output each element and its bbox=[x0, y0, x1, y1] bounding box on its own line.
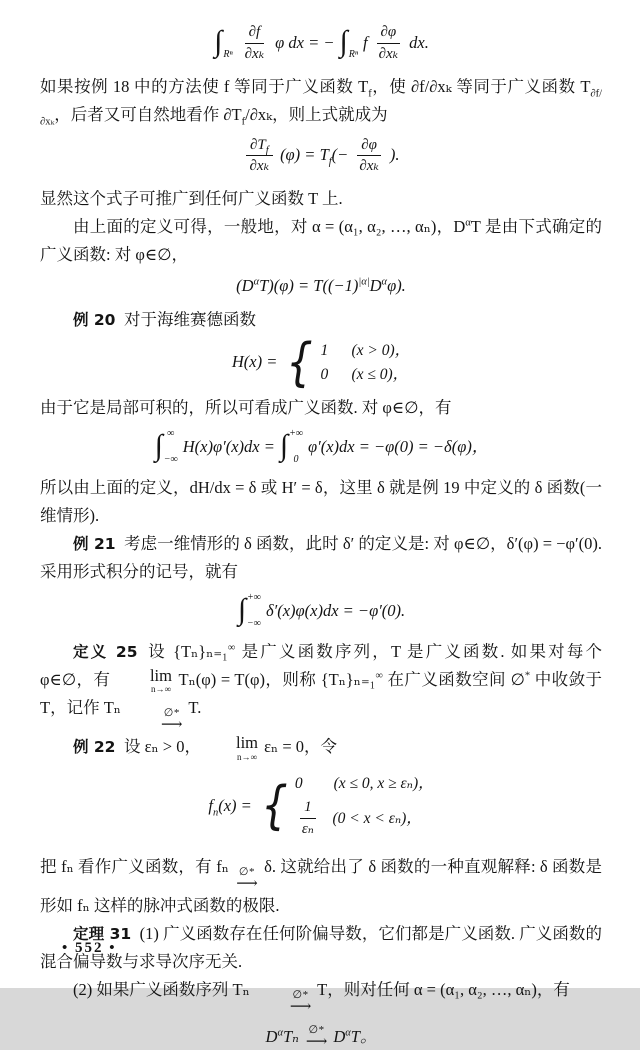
formula-text: $(\varphi) = T_f(-$ bbox=[280, 145, 349, 168]
integral-glyph: ∫ bbox=[237, 592, 247, 626]
theorem-31-label: 定理 31 bbox=[73, 924, 132, 943]
formula-heaviside-integral bbox=[40, 429, 602, 465]
integral-glyph: ∫ bbox=[279, 428, 289, 462]
example-21-label: 例 21 bbox=[73, 534, 116, 553]
convergence-arrow bbox=[236, 867, 257, 892]
paragraph-example-22 bbox=[40, 733, 602, 761]
lim-glyph: lim bbox=[149, 665, 172, 685]
fraction bbox=[246, 136, 274, 177]
fraction-denominator: ∂xₖ bbox=[249, 158, 270, 175]
limit-operator bbox=[203, 735, 258, 762]
paragraph: 由上面的定义可得，一般地，对 α = (α₁, α₂, …, αₙ)，$D^\alpha T$ 是由下式确定的广义函数: 对 φ∈∅， bbox=[40, 217, 603, 264]
paragraph-text: 设 {Tₙ}ₙ₌₁∞ 是广义函数序列，T 是广义函数. 如果对每个 φ∈∅，有 bbox=[40, 641, 603, 689]
formula-derivative-convergence bbox=[40, 1025, 602, 1050]
piecewise-cases bbox=[281, 332, 411, 393]
piecewise-cases bbox=[256, 774, 434, 839]
integral-upper-limit: ∞ bbox=[167, 427, 175, 439]
integral-lower-limit: −∞ bbox=[163, 453, 178, 465]
paragraph-text: (2) 如果广义函数序列 Tₙ bbox=[73, 979, 254, 999]
formula-heaviside bbox=[40, 332, 602, 393]
paragraph-definition-25 bbox=[40, 638, 602, 733]
convergence-arrow bbox=[306, 1025, 327, 1050]
paragraph-text: T. bbox=[184, 698, 202, 718]
integral-lower-limit: Rⁿ bbox=[348, 48, 359, 60]
arrow-glyph: ⟶ bbox=[305, 1033, 327, 1050]
fraction-denominator: εₙ bbox=[301, 820, 314, 837]
integral-sign bbox=[238, 593, 261, 629]
lim-glyph: lim bbox=[235, 733, 258, 753]
formula-text: δ′(x)φ(x)dx = −φ′(0). bbox=[265, 600, 406, 620]
fraction-numerator: ∂f bbox=[245, 23, 265, 44]
paragraph-theorem-31 bbox=[40, 920, 602, 976]
paragraph: 由于它是局部可积的，所以可看成广义函数. 对 φ∈∅，有 bbox=[40, 397, 452, 417]
formula-delta-prime-integral bbox=[40, 593, 602, 629]
fraction-numerator: ∂φ bbox=[377, 23, 401, 44]
fraction-numerator: $\partial T_f$ bbox=[246, 136, 273, 157]
arrow-label: ∅* bbox=[238, 865, 255, 878]
arrow-label: ∅* bbox=[308, 1023, 324, 1036]
arrow-glyph: ⟶ bbox=[289, 998, 311, 1015]
formula-text: f bbox=[363, 32, 368, 52]
case-condition: (0 < x < εₙ)， bbox=[320, 809, 422, 827]
integral-lower-limit: −∞ bbox=[247, 617, 261, 629]
case-row: 1 (x > 0)， bbox=[320, 341, 411, 359]
fraction-numerator: ∂φ bbox=[357, 136, 381, 157]
integral-sign bbox=[340, 24, 358, 63]
paragraph-text: Tₙ(φ) = T(φ)，则称 {Tₙ}ₙ₌₁∞ 在广义函数空间 ∅* 中收敛于 T，记作 Tₙ bbox=[40, 669, 603, 718]
case-row: 0 (x ≤ 0)， bbox=[320, 366, 409, 384]
formula-general-derivative bbox=[40, 276, 602, 297]
formula-text: $D^\alpha T$。 bbox=[333, 1026, 377, 1046]
arrow-label: ∅* bbox=[163, 707, 179, 720]
formula-text: H(x) = bbox=[231, 352, 278, 372]
paragraph-text: 设 εₙ > 0， bbox=[123, 737, 201, 757]
integral-sign bbox=[280, 429, 303, 465]
formula-text: dx. bbox=[409, 32, 429, 52]
integral-glyph: ∫ bbox=[214, 25, 223, 59]
fraction-denominator: ∂xₖ bbox=[244, 45, 265, 62]
paragraph bbox=[40, 853, 602, 920]
fraction bbox=[375, 23, 403, 64]
paragraph-theorem-31-part2 bbox=[40, 976, 602, 1015]
definition-25-label: 定义 25 bbox=[73, 642, 138, 661]
formula-text: φ dx = − bbox=[275, 32, 335, 52]
fraction-numerator: 1 bbox=[300, 798, 316, 819]
paragraph: 所以由上面的定义，dH/dx = δ 或 H′ = δ，这里 δ 就是例 19 中定义的 δ 函数(一维情形). bbox=[40, 477, 602, 525]
arrow-label: ∅* bbox=[292, 988, 308, 1001]
page-number: • 552 • bbox=[62, 940, 117, 956]
formula-text: φ′(x)dx = −φ(0) = −δ(φ)， bbox=[308, 436, 489, 456]
lim-subscript: n→∞ bbox=[151, 684, 171, 695]
arrow-glyph: ⟶ bbox=[161, 717, 182, 734]
integral-sign bbox=[155, 429, 178, 465]
paragraph-text: εₙ = 0，令 bbox=[260, 737, 337, 757]
integral-lower-limit: Rⁿ bbox=[223, 48, 233, 60]
integral-glyph: ∫ bbox=[154, 428, 163, 462]
formula-text: ). bbox=[389, 145, 400, 165]
formula-text: $f_n(x)$ = bbox=[208, 795, 252, 819]
paragraph-example-21 bbox=[40, 530, 602, 586]
paragraph: 显然这个式子可推广到任何广义函数 T 上. bbox=[40, 189, 343, 208]
paragraph-text: 把 fₙ 看作广义函数，有 fₙ bbox=[40, 856, 234, 876]
formula-impulse-sequence bbox=[40, 774, 602, 839]
paragraph-text: δ. 这就给出了 δ 函数的一种直观解释: δ 函数是形如 fₙ 这样的脉冲式函数的极限. bbox=[40, 856, 602, 915]
left-brace: { bbox=[261, 776, 288, 837]
formula-text: $(D^\alpha T)(\varphi) = T((-1)^{|\alpha|}D^\alpha\varphi)$. bbox=[236, 276, 406, 295]
fraction bbox=[355, 136, 383, 177]
convergence-arrow bbox=[128, 708, 182, 733]
integral-sign bbox=[214, 24, 232, 63]
paragraph: 如果按例 18 中的方法使 f 等同于广义函数 $T_f$，使 ∂f/∂xₖ 等同于广义函数 $T_{\partial f/\partial x_k}$，后者又可自然地看作 $\partial T_f/\partial x_k$，则上式就成为 bbox=[40, 76, 603, 127]
integral-glyph: ∫ bbox=[339, 25, 348, 59]
paragraph-text: 考虑一维情形的 δ 函数，此时 δ′ 的定义是: 对 φ∈∅，δ′(φ) = −φ′(0). 采用形式积分的记号，就有 bbox=[40, 533, 602, 581]
fraction-denominator: ∂xₖ bbox=[359, 158, 379, 175]
example-20-label: 例 20 bbox=[73, 310, 116, 329]
paragraph-text: 对于海维赛德函数 bbox=[123, 309, 256, 329]
case-row bbox=[295, 798, 434, 839]
fraction bbox=[241, 23, 269, 64]
formula-derivative-definition bbox=[40, 136, 602, 177]
case-row: 0 (x ≤ 0, x ≥ εₙ)， bbox=[294, 774, 434, 792]
integral-upper-limit: +∞ bbox=[289, 427, 303, 439]
fraction bbox=[298, 798, 318, 839]
paragraph-text: T，则对任何 α = (α₁, α₂, …, αₙ)，有 bbox=[313, 979, 570, 999]
formula-text: H(x)φ′(x)dx = bbox=[182, 436, 275, 456]
integral-upper-limit: +∞ bbox=[247, 591, 261, 603]
paragraph-example-20 bbox=[40, 306, 602, 334]
left-brace: { bbox=[286, 332, 314, 393]
paragraph-text: (1) 广义函数存在任何阶偏导数，它们都是广义函数. 广义函数的混合偏导数与求导次序无关. bbox=[40, 923, 602, 971]
fraction-denominator: ∂xₖ bbox=[378, 45, 399, 62]
formula-text: $D^\alpha T_n$ bbox=[265, 1026, 299, 1046]
limit-operator bbox=[117, 665, 172, 695]
arrow-glyph: ⟶ bbox=[236, 875, 257, 892]
integral-lower-limit: 0 bbox=[293, 453, 299, 465]
formula-integration-by-parts bbox=[40, 23, 602, 64]
convergence-arrow bbox=[257, 990, 311, 1015]
example-22-label: 例 22 bbox=[73, 738, 116, 757]
lim-subscript: n→∞ bbox=[237, 751, 257, 762]
